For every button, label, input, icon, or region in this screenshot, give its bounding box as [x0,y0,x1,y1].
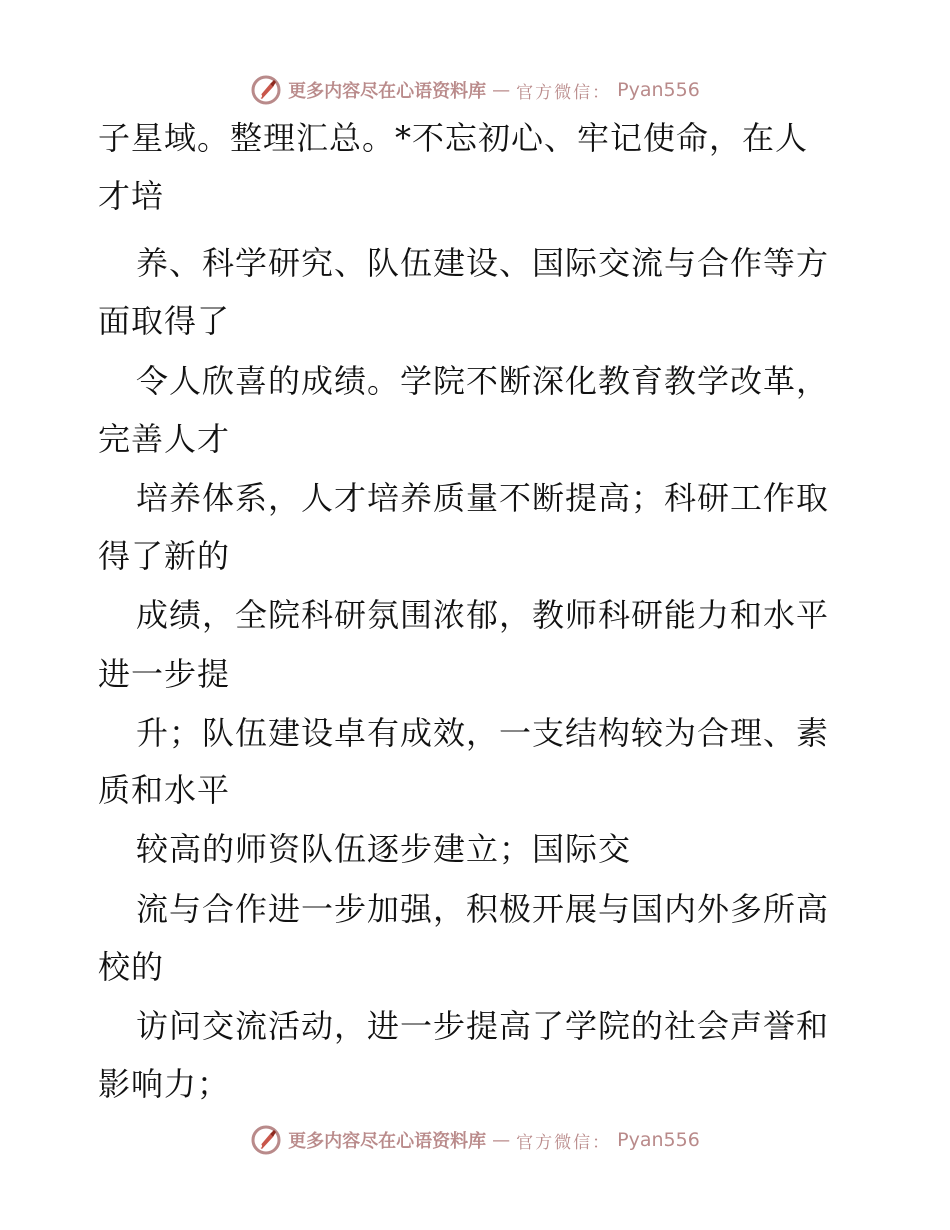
body-line: 较高的师资队伍逐步建立；国际交 [136,830,632,868]
body-line: 令人欣喜的成绩。学院不断深化教育教学改革， [136,362,830,400]
body-line: 才培 [98,177,165,215]
footer-watermark [0,1120,950,1160]
watermark-wechat-id: Pyan556 [617,79,700,101]
watermark-separator: — [492,79,511,101]
body-line: 完善人才 [98,420,231,458]
body-line: 培养体系，人才培养质量不断提高；科研工作取 [136,479,830,517]
watermark-separator: — [492,1129,511,1151]
body-line: 访问交流活动，进一步提高了学院的社会声誉和 [136,1007,830,1045]
body-line: 成绩，全院科研氛围浓郁，教师科研能力和水平 [136,596,830,634]
watermark-brand: 更多内容尽在心语资料库 [288,1131,487,1152]
body-line: 面取得了 [98,302,231,340]
body-line: 子星域。整理汇总。*不忘初心、牢记使命，在人 [98,119,809,157]
body-line: 养、科学研究、队伍建设、国际交流与合作等方 [136,244,830,282]
body-line: 流与合作进一步加强，积极开展与国内外多所高 [136,890,830,928]
watermark-wechat-label: 官方微信： [516,82,612,103]
body-line: 得了新的 [98,537,231,575]
body-line: 升；队伍建设卓有成效，一支结构较为合理、素 [136,714,830,752]
pen-logo-icon [250,74,282,106]
body-line: 质和水平 [98,771,231,809]
watermark-wechat-id: Pyan556 [617,1129,700,1151]
header-watermark [0,70,950,110]
watermark-wechat-label: 官方微信： [516,1132,612,1153]
watermark-brand: 更多内容尽在心语资料库 [288,81,487,102]
body-line: 影响力； [98,1065,231,1103]
pen-logo-icon [250,1124,282,1156]
body-line: 校的 [98,948,165,986]
body-line: 进一步提 [98,655,231,693]
